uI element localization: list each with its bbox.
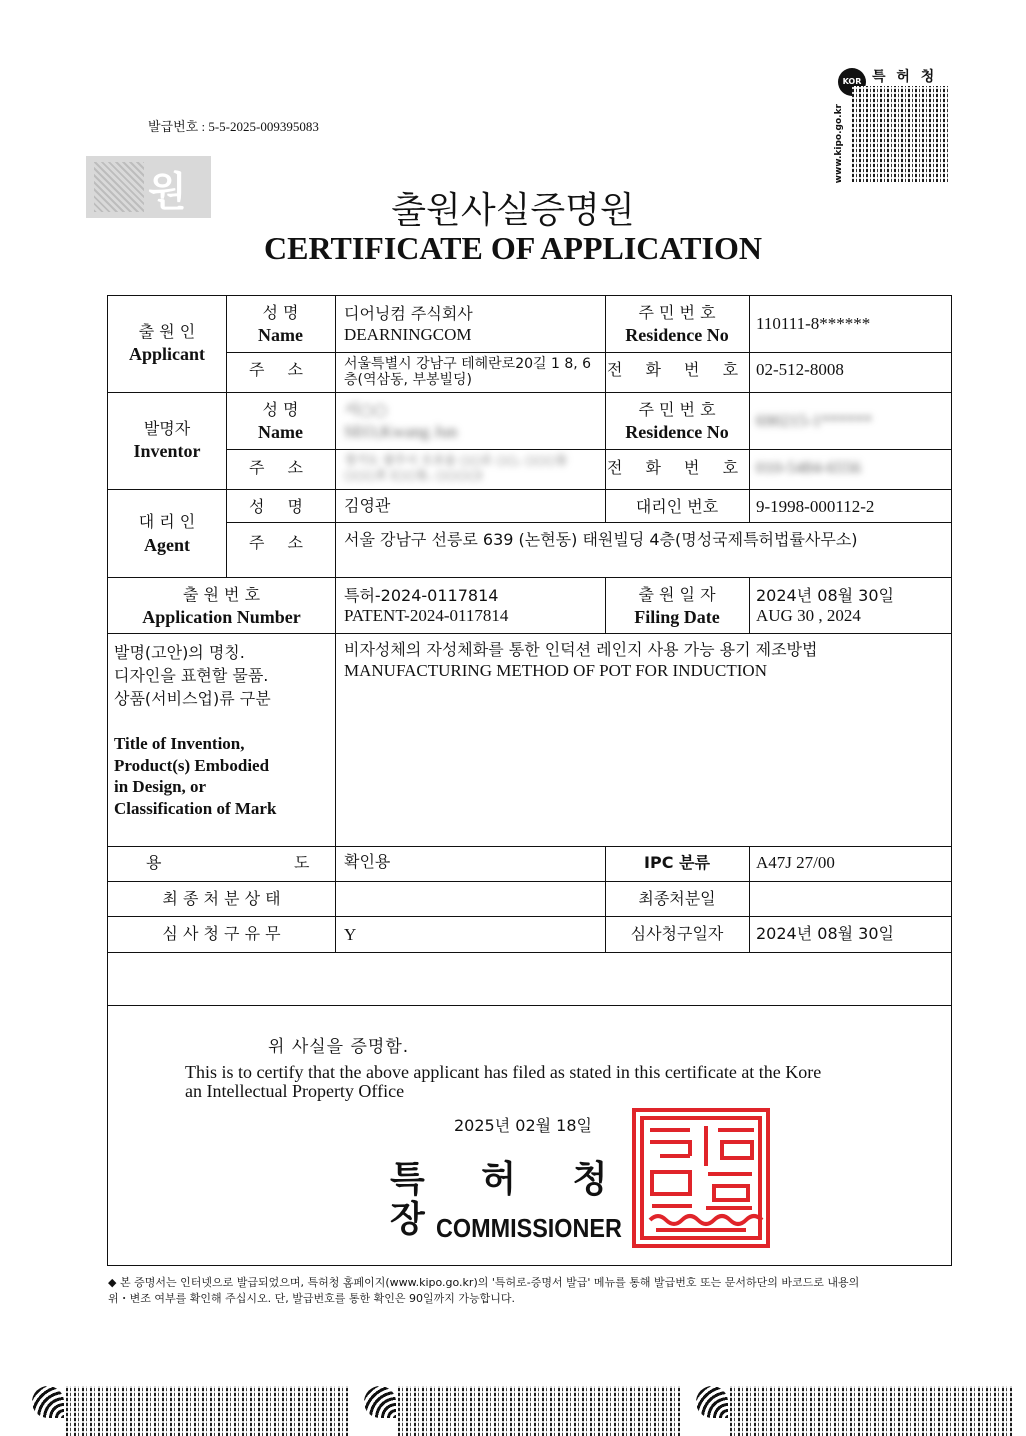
filing-date-en: AUG 30 , 2024 xyxy=(756,606,861,625)
verification-barcode-1 xyxy=(66,1386,348,1436)
filing-date-label-en: Filing Date xyxy=(634,607,720,627)
application-number-label-en: Application Number xyxy=(142,607,301,627)
agent-label-ko: 대 리 인 xyxy=(138,512,196,531)
inventor-residence-label-en: Residence No xyxy=(625,422,729,442)
inventor-phone-label: 전 화 번 호 xyxy=(606,458,748,477)
invention-label-en-1: Title of Invention, xyxy=(114,734,245,753)
exam-date-label: 심사청구일자 xyxy=(630,924,724,943)
applicant-label-ko: 출 원 인 xyxy=(138,322,196,341)
invention-label-en-3: in Design, or xyxy=(114,777,207,796)
invention-label-ko xyxy=(114,641,329,710)
authority-ko: 특 허 청 장 xyxy=(390,1159,630,1240)
usage-label-1: 용 xyxy=(146,853,162,872)
inventor-name-label-en: Name xyxy=(258,422,303,442)
applicant-name-en: DEARNINGCOM xyxy=(344,325,472,344)
inventor-name-en: SEO,Kwang Jun xyxy=(344,422,458,441)
final-status-label: 최 종 처 분 상 태 xyxy=(162,889,281,908)
inventor-address-label: 주 소 xyxy=(249,458,312,477)
agent-address-label: 주 소 xyxy=(249,533,312,552)
footnote xyxy=(108,1275,953,1307)
invention-title-en: MANUFACTURING METHOD OF POT FOR INDUCTION xyxy=(344,661,767,680)
issue-date: 2025년 02월 18일 xyxy=(454,1116,592,1135)
usage-label-2: 도 xyxy=(294,853,310,872)
agent-number-value: 9-1998-000112-2 xyxy=(756,497,875,516)
filing-date-ko: 2024년 08월 30일 xyxy=(756,586,894,605)
kor-badge: KOR xyxy=(838,68,866,96)
verification-barcode-2 xyxy=(398,1386,680,1436)
applicant-residence-label-ko: 주 민 번 호 xyxy=(638,303,716,322)
kipo-url: www.kipo.go.kr xyxy=(834,104,844,184)
barcode-corner-icon xyxy=(364,1386,396,1418)
barcode-corner-icon xyxy=(32,1386,64,1418)
kipo-logo-text: 특 허 청 xyxy=(872,69,938,85)
title-korean: 출원사실증명원 xyxy=(391,190,635,231)
agent-name-value: 김영관 xyxy=(344,496,391,515)
applicant-address-label: 주 소 xyxy=(249,360,312,379)
footnote-line-1: ◆ 본 증명서는 인터넷으로 발급되었으며, 특허청 홈페이지(www.kipo.go.kr)의 '특허로-증명서 발급' 메뉴를 통해 발급번호 또는 문서하단의 바코드로 내용의 xyxy=(108,1276,860,1289)
exam-date-value: 2024년 08월 30일 xyxy=(756,924,894,943)
inventor-residence-value: 690215-1****** xyxy=(756,411,873,430)
inventor-phone-value: 010-5484-6556 xyxy=(756,458,861,477)
authority-en: COMMISSIONER xyxy=(436,1213,622,1243)
application-number-en: PATENT-2024-0117814 xyxy=(344,606,509,625)
applicant-label-en: Applicant xyxy=(128,344,206,364)
inventor-label-ko: 발명자 xyxy=(143,419,191,438)
final-date-label: 최종처분일 xyxy=(638,889,716,908)
applicant-name-label-ko: 성 명 xyxy=(262,303,299,322)
issue-number: 발급번호 : 5-5-2025-009395083 xyxy=(148,119,319,134)
certify-statement-en-2: an Intellectual Property Office xyxy=(185,1081,405,1101)
applicant-phone-label: 전 화 번 호 xyxy=(606,360,748,379)
invention-label-en xyxy=(114,733,329,819)
ipc-value: A47J 27/00 xyxy=(756,853,835,872)
verification-barcode-3 xyxy=(730,1386,1014,1436)
certify-statement-en-1: This is to certify that the above applicant has filed as stated in this certificate at the Kore xyxy=(185,1062,822,1082)
inventor-residence-label-ko: 주 민 번 호 xyxy=(638,400,716,419)
title-english: CERTIFICATE OF APPLICATION xyxy=(264,230,762,266)
agent-address-value: 서울 강남구 선릉로 639 (논현동) 태원빌딩 4층(명성국제특허법률사무소) xyxy=(344,530,858,549)
kipo-logo xyxy=(832,62,952,184)
filing-date-label-ko: 출 원 일 자 xyxy=(638,585,716,604)
seal-pattern-icon xyxy=(636,1112,766,1244)
barcode-corner-icon xyxy=(696,1386,728,1418)
agent-number-label: 대리인 번호 xyxy=(635,497,719,516)
usage-value: 확인용 xyxy=(344,852,391,871)
inventor-name-label-ko: 성 명 xyxy=(262,400,299,419)
applicant-residence-label-en: Residence No xyxy=(625,325,729,345)
applicant-phone-value: 02-512-8008 xyxy=(756,360,844,379)
certify-statement-en xyxy=(185,1063,945,1101)
applicant-name-ko: 디어닝컴 주식회사 xyxy=(344,304,473,323)
original-badge-label: 원본 xyxy=(148,169,187,272)
invention-title-ko: 비자성체의 자성체화를 통한 인덕션 레인지 사용 가능 용기 제조방법 xyxy=(344,640,818,659)
application-number-ko: 특허-2024-0117814 xyxy=(344,586,499,605)
invention-label-en-4: Classification of Mark xyxy=(114,798,277,818)
invention-label-en-2: Product(s) Embodied xyxy=(114,755,270,775)
verification-qr-icon xyxy=(852,86,948,182)
agent-name-label: 성 명 xyxy=(249,497,312,516)
exam-request-value: Y xyxy=(344,925,357,944)
invention-label-ko-2: 디자인을 표현할 물품. xyxy=(114,666,269,685)
inventor-name-ko: 서○○ xyxy=(344,400,388,419)
inventor-address-value: 경기도 광주시 오포읍 ○○로 ○○, ○○○동 ○○○호 (○○동, ○○○○) xyxy=(344,453,568,482)
invention-label-ko-1: 발명(고안)의 명칭. xyxy=(114,643,245,662)
certify-statement-ko: 위 사실을 증명함. xyxy=(268,1037,410,1057)
applicant-residence-value: 110111-8****** xyxy=(756,314,871,333)
certificate-table xyxy=(107,295,952,1266)
application-number-label-ko: 출 원 번 호 xyxy=(182,585,261,604)
agent-label-en: Agent xyxy=(144,535,190,555)
applicant-address-value: 서울특별시 강남구 테헤란로20길 1 8, 6층(역삼동, 부봉빌딩) xyxy=(344,356,592,388)
applicant-name-label-en: Name xyxy=(258,325,303,345)
exam-request-label: 심 사 청 구 유 무 xyxy=(162,924,281,943)
footnote-line-2: 위・변조 여부를 확인해 주십시오. 단, 발급번호를 통한 확인은 90일까지 가능합니다. xyxy=(108,1292,515,1305)
official-seal xyxy=(632,1108,770,1248)
ipc-label: IPC 분류 xyxy=(644,853,710,872)
invention-label-ko-3: 상품(서비스업)류 구분 xyxy=(114,689,271,708)
inventor-label-en: Inventor xyxy=(133,441,201,461)
